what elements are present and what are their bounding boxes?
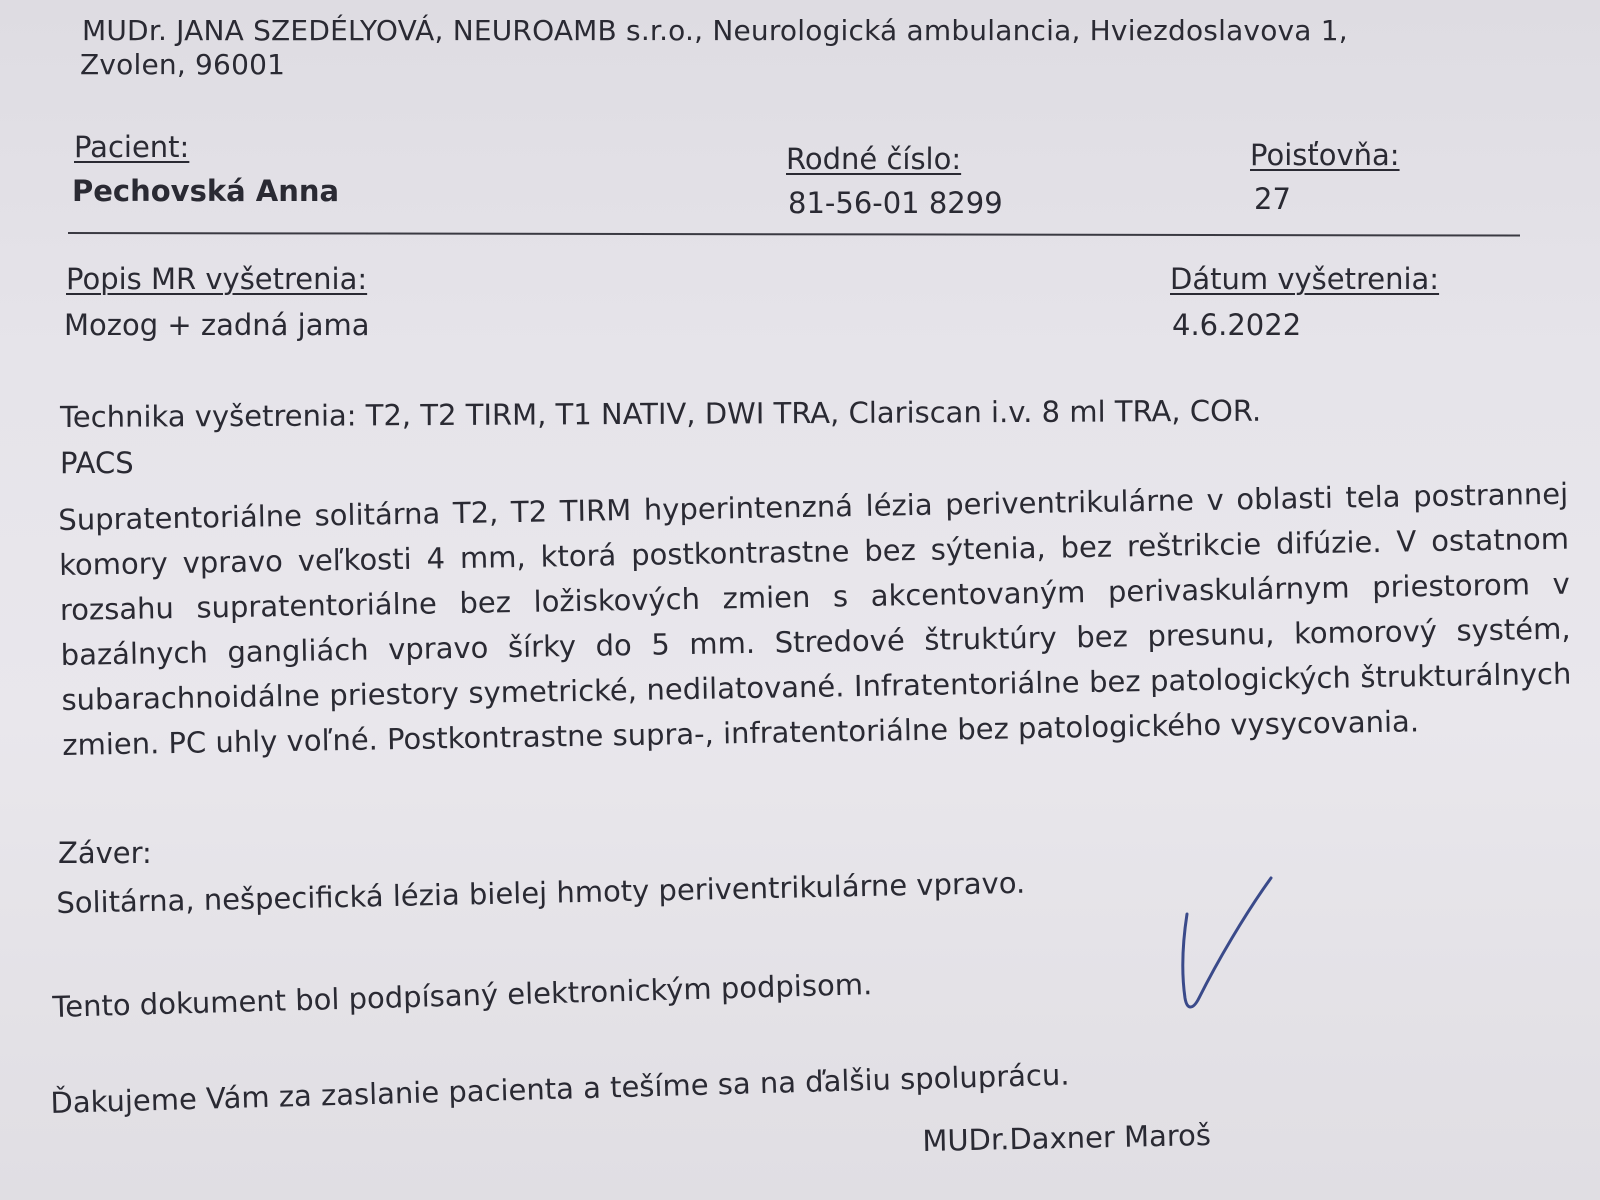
findings-paragraph	[58, 472, 1572, 768]
conclusion-text: Solitárna, nešpecifická lézia bielej hmoty periventrikulárne vpravo.	[56, 865, 1026, 920]
electronic-signature-note: Tento dokument bol podpísaný elektronickým podpisom.	[52, 967, 873, 1024]
exam-technique: Technika vyšetrenia: T2, T2 TIRM, T1 NATIV, DWI TRA, Clariscan i.v. 8 ml TRA, COR.	[60, 393, 1262, 434]
patient-name: Pechovská Anna	[72, 174, 340, 208]
clinic-header-line1: MUDr. JANA SZEDÉLYOVÁ, NEUROAMB s.r.o., Neurologická ambulancia, Hviezdoslavova 1,	[82, 14, 1348, 47]
header-divider	[68, 232, 1520, 237]
conclusion-label: Záver:	[58, 836, 152, 870]
insurer-code: 27	[1254, 182, 1291, 216]
doctor-signature-name: MUDr.Daxner Maroš	[922, 1117, 1212, 1158]
exam-title: Mozog + zadná jama	[64, 308, 370, 342]
findings-text: Supratentoriálne solitárna T2, T2 TIRM hyperintenzná lézia periventrikulárne v oblasti tela postrannej komory vpravo veľkosti 4 mm, ktorá postkontrastne bez sýtenia, bez reštrikcie difúzie. V ostatnom rozsahu supratentoriálne bez ložiskových zmien s akcentovaným perivaskulárnym priestorom v bazálnych gangliách vpravo šírky do 5 mm. Stredové štruktúry bez presunu, komorový systém, subarachnoidálne priestory symetrické, nedilatované. Infratentoriálne bez patologických štrukturálnych zmien. PC uhly voľné. Postkontrastne supra-, infratentoriálne bez patologického vysycovania.	[58, 476, 1572, 762]
handwritten-check-icon	[1175, 870, 1285, 1020]
birth-number-label: Rodné číslo:	[786, 142, 962, 176]
birth-number: 81-56-01 8299	[788, 186, 1003, 220]
exam-title-label: Popis MR vyšetrenia:	[66, 262, 368, 296]
insurer-label: Poisťovňa:	[1250, 138, 1400, 172]
patient-name-label: Pacient:	[74, 130, 190, 164]
exam-date-label: Dátum vyšetrenia:	[1170, 262, 1440, 296]
exam-pacs: PACS	[60, 446, 134, 480]
clinic-header-line2: Zvolen, 96001	[80, 48, 286, 81]
thanks-note: Ďakujeme Vám za zaslanie pacienta a tešíme sa na ďalšiu spoluprácu.	[50, 1057, 1070, 1120]
exam-date: 4.6.2022	[1172, 308, 1302, 342]
